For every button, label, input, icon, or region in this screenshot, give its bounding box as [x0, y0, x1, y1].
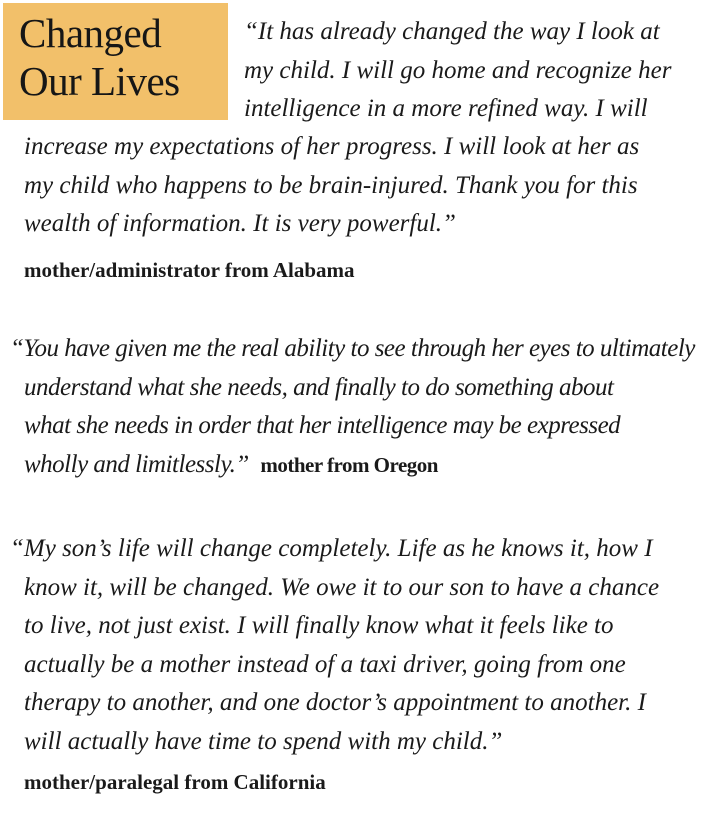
title-box	[3, 3, 228, 120]
testimonial-attribution: mother from Oregon	[260, 452, 438, 477]
testimonial-attribution: mother/paralegal from California	[24, 770, 326, 794]
testimonial-text-continued: increase my expectations of her progress. I will look at her as my child who happens to be brain-injured. Thank you for this wealth of information. It is very powerful.”	[24, 133, 640, 237]
testimonial-text: “It has already changed the way I look at my child. I will go home and recognize her intelligence in a more refined way. I will	[244, 18, 672, 122]
title-line-2: Our Lives	[19, 58, 180, 104]
title-line-1: Changed	[19, 10, 162, 56]
testimonial-text: “My son’s life will change completely. Life as he knows it, how I know it, will be changed. We owe it to our son to have a chance to live, not just exist. I will finally know what it feels like to actually be a mother instead of a taxi driver, going from one therapy to another, and one doctor’s appointment to another. I will actually have time to spend with my child.”	[10, 535, 660, 755]
testimonial-text: “You have given me the real ability to see through her eyes to ultimately understand what she needs, and finally to do something about what she needs in order that her intelligence may be expressed wholly and limitlessly.” mother from Oregon	[10, 335, 695, 478]
testimonial-attribution: mother/administrator from Alabama	[24, 258, 355, 282]
